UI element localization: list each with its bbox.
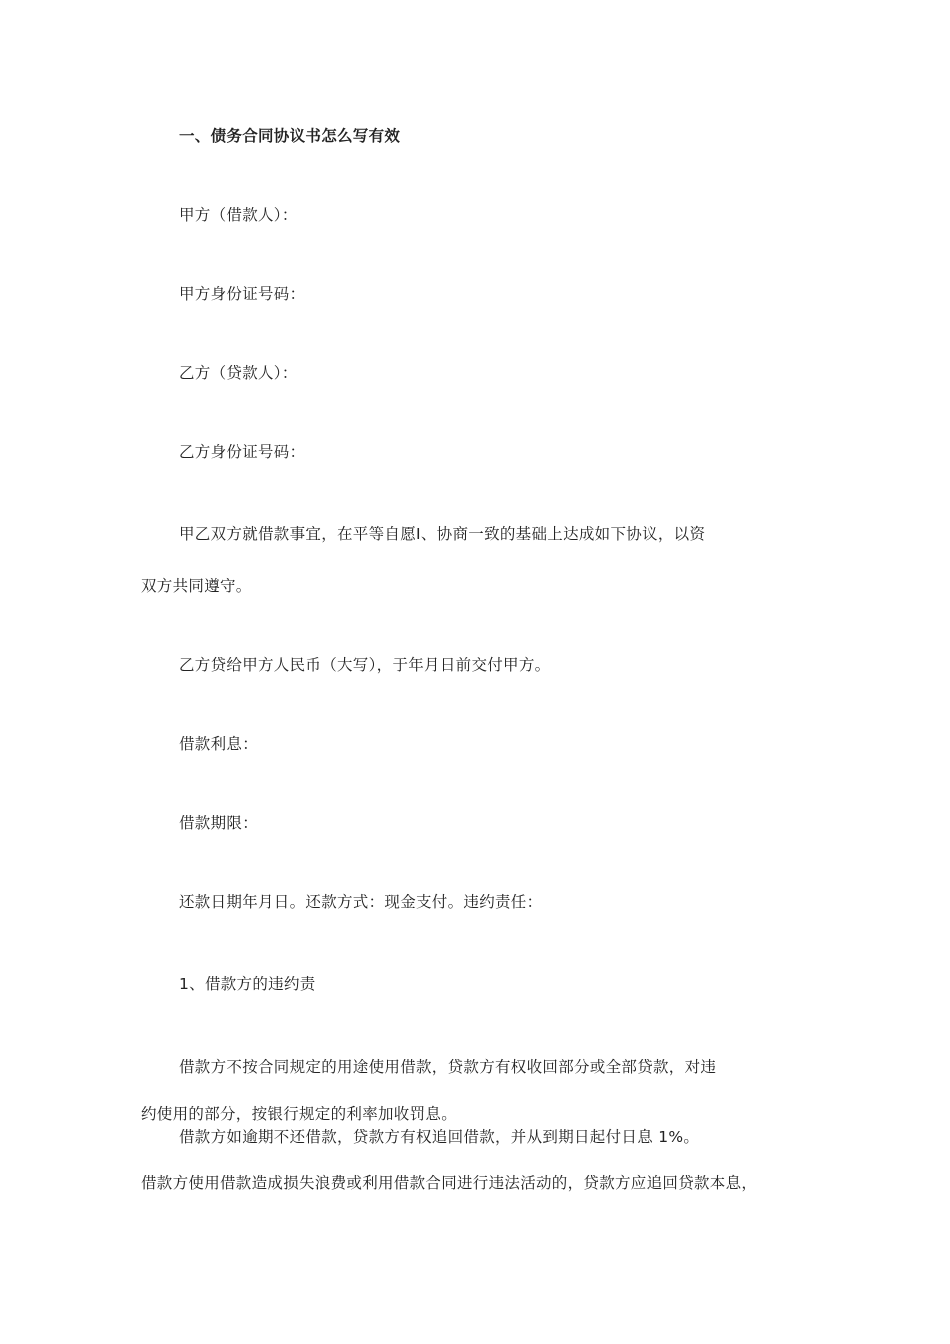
document-heading: 一、债务合同协议书怎么写有效 (179, 127, 401, 145)
clause1-paragraph3: 借款方使用借款造成损失浪费或利用借款合同进行违法活动的，贷款方应追回贷款本息， (141, 1174, 758, 1192)
agreement-paragraph-line1: 甲乙双方就借款事宜，在平等自愿Ⅰ、协商一致的基础上达成如下协议，以资 (179, 525, 706, 543)
agreement-paragraph-line2: 双方共同遵守。 (141, 577, 252, 595)
party-a-label: 甲方（借款人）： (179, 206, 298, 224)
loan-interest-label: 借款利息： (179, 735, 259, 753)
party-b-label: 乙方（贷款人）： (179, 364, 298, 382)
repayment-line: 还款日期年月日。还款方式：现金支付。违约责任： (179, 893, 543, 911)
loan-amount-line: 乙方贷给甲方人民币（大写），于年月日前交付甲方。 (179, 656, 551, 674)
party-a-id-label: 甲方身份证号码： (179, 285, 306, 303)
loan-term-label: 借款期限： (179, 814, 259, 832)
clause1-paragraph2: 借款方如逾期不还借款，贷款方有权追回借款，并从到期日起付日息 1%。 (179, 1128, 700, 1146)
clause1-paragraph1-line2: 约使用的部分，按银行规定的利率加收罚息。 (141, 1105, 458, 1123)
party-b-id-label: 乙方身份证号码： (179, 443, 306, 461)
clause1-paragraph1-line1: 借款方不按合同规定的用途使用借款，贷款方有权收回部分或全部贷款，对违 (179, 1058, 717, 1076)
clause1-title: 1、借款方的违约责 (179, 975, 316, 993)
